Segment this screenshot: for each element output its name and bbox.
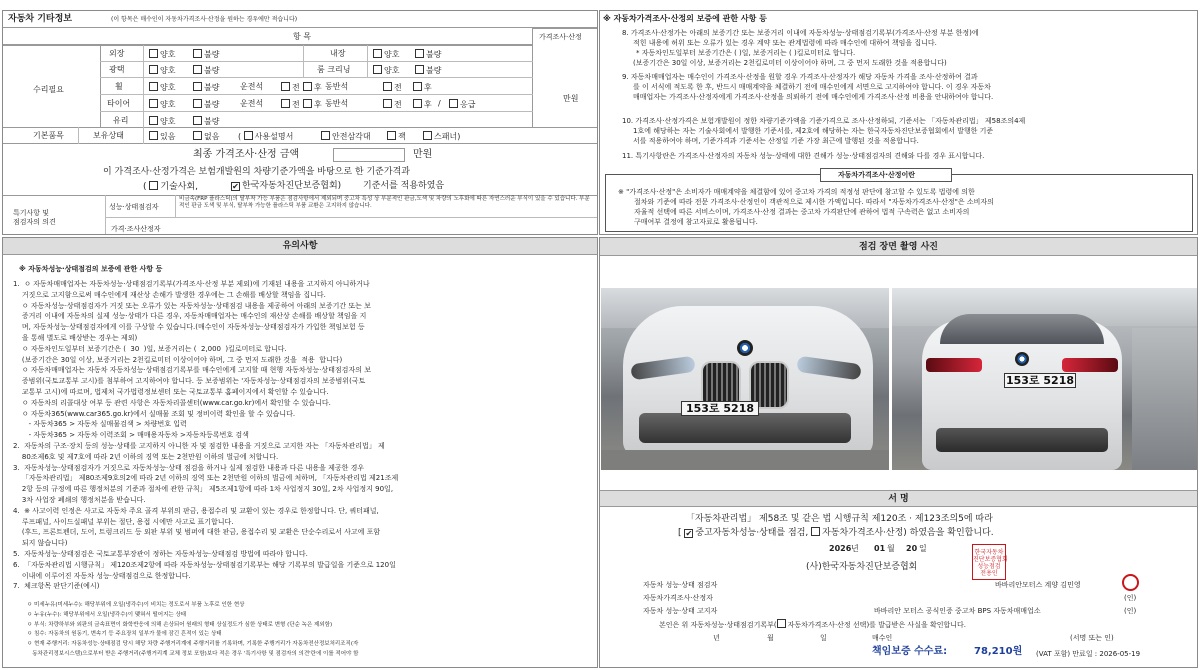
glass-bad-checkbox[interactable]: 불량	[193, 116, 219, 127]
vehicle-extra-info-section	[2, 10, 598, 235]
row1-label: 자동차 성능·상태 점검자	[643, 581, 718, 589]
p10-line3: 서를 적용하여야 하며, 기준가격과 기준서는 산정일 기준 가장 최근에 발행된 것을 적용합니다.	[633, 137, 919, 145]
receipt-month: 월	[767, 634, 774, 642]
row2-label: 자동차가격조사·산정자	[643, 594, 713, 602]
price-definition-title: 자동차가격조사·산정이란	[838, 171, 916, 179]
row2-sign: (인)	[1124, 594, 1137, 602]
p9-line2: 를 이 서식에 적도록 한 후, 반드시 매매계약을 체결하기 전에 매수인에게 서면으로 고지하여야 합니다. 이 경우 자동차	[633, 83, 991, 91]
exterior-bad-checkbox[interactable]: 불량	[193, 49, 219, 60]
photo-title: 점검 장면 촬영 사진	[600, 238, 1197, 256]
notice-line: (보증기간은 30일 이상, 보증거리는 2천킬로미터 이상이어야 하며, 그 중 먼저 도래한 것을 적용 합니다)	[13, 355, 343, 364]
final-price-unit: 만원	[413, 149, 433, 160]
notice-line: 4. ※ 사고이력 인정은 사고로 자동차 주요 골격 부위의 판금, 용접수리 및 교환이 있는 경우로 한정합니다. 단, 쿼터패널,	[13, 506, 379, 515]
sign-line2: [ ✔ 중고자동차성능·상태를 점검, 자동차가격조사·산정) 하였음을 확인합니다.	[678, 528, 994, 538]
notice-line: - 자동차365 > 자동차 실매물검색 > 차량번호 입력	[13, 420, 187, 429]
notice-title: 유의사항	[3, 238, 597, 255]
glass-good-checkbox[interactable]: 양호	[149, 116, 175, 127]
basis-tech-checkbox[interactable]: ( 기술사회,	[143, 182, 199, 192]
notice-line: - 자동차365 > 자동차 이력조회 > 매매용자동차 >자동차등록번호 검색	[13, 431, 249, 440]
notice-line: 「자동차관리법」 제80조제9호의2에 따라 2년 이하의 징역 또는 2천만원 이하의 벌금에 처하며, 「자동차관리법 제21조제	[13, 474, 399, 483]
special-row1-label: 성능·상태점검자	[109, 203, 159, 211]
col-header-price: 가격조사·산정	[539, 33, 582, 41]
notice-criteria-line: ㅇ 현재 주행거리: 자동차성능·상태점검 당시 해당 차량 주행거리계에 주행거리를 기록하며, 기록한 주행거리가 자동차전산정보처리조직(자	[27, 641, 359, 648]
p8-line4: (보증기간은 30일 이상, 보증거리는 2천킬로미터 이상이어야 하며, 그 중 먼저 도래한 것을 적용합니다)	[633, 59, 947, 67]
date-year-unit: 년	[851, 544, 859, 553]
notice-line: ㅇ 자동차365(www.car365.go.kr)에서 실매물 조회 및 정비이력 확인을 할 수 있습니다.	[13, 409, 296, 418]
cleaning-bad-checkbox[interactable]: 불량	[415, 65, 441, 76]
notice-criteria	[27, 601, 593, 660]
group-basic-label: 기본품목	[33, 131, 64, 140]
association-seal: 한국자동차 진단보증협회 성능점검 전용인	[972, 544, 1006, 580]
row-room-cleaning: 룸 크리닝	[317, 65, 351, 74]
possession-none-checkbox[interactable]: 없음	[193, 131, 219, 142]
tire-bad-checkbox[interactable]: 불량	[193, 99, 219, 110]
price-unit: 만원	[563, 94, 579, 103]
spanner-checkbox[interactable]: 스패너)	[423, 131, 460, 142]
date-day-unit: 일	[919, 544, 927, 553]
p10-line2: 1호에 해당하는 자는 기술사회에서 발행한 기준서를, 제2호에 해당하는 자는 한국자동차진단보증협회에서 발행한 기준	[633, 127, 994, 135]
section-note: (이 항목은 매수인이 자동차가격조사·산정을 원하는 경우에만 적습니다)	[111, 16, 298, 23]
notice-line: 루프패널, 사이드실패널 부위는 절단, 용접 시에만 사고로 표기합니다.	[13, 517, 234, 526]
check-price-checkbox[interactable]	[811, 527, 820, 536]
p11: 11. 특기사항란은 가격조사·산정자의 자동차 성능·상태에 대한 견해가 성능·상태점검자의 견해와 다를 경우 표시합니다.	[622, 152, 985, 160]
front-photo	[601, 288, 889, 470]
price-warranty-title: ※ 자동차가격조사·산정의 보증에 관한 사항 등	[603, 14, 767, 23]
notice-line: 증거리 이내에 자동차의 실제 성능·상태가 다른 경우, 자동차매매업자는 매수인의 재산상 손해를 배상할 책임을 지	[13, 312, 367, 321]
org-name: (사)한국자동차진단보증협회	[806, 562, 918, 572]
possession-have-checkbox[interactable]: 있음	[149, 131, 175, 142]
jack-checkbox[interactable]: 잭	[387, 131, 406, 142]
triangle-checkbox[interactable]: 안전삼각대	[321, 131, 371, 142]
notice-line: ㅇ 자동차의 리콜대상 여부 등 관련 사항은 자동차리콜센터(www.car.go.kr)에서 확인할 수 있습니다.	[13, 398, 331, 407]
receipt-line: 본인은 위 자동차성능·상태점검기록부( 자동차가격조사·산정 선택)를 발급받은 사실을 확인합니다.	[659, 621, 966, 629]
box-line3: 자율적 선택에 따른 서비스이며, 가격조사·산정 결과는 중고차 가격판단에 관하여 법적 구속력은 없고 소비자의	[634, 208, 970, 216]
fee-tail: (VAT 포함) 만료일 : 2026-05-19	[1036, 650, 1141, 658]
row-tire: 타이어	[107, 99, 131, 108]
basis-line: 이 가격조사·산정가격은 보험개발원의 차량기준가액을 바탕으로 한 기준가격과	[103, 167, 410, 177]
date-month: 01	[874, 544, 886, 553]
front-plate: 153로 5218	[681, 401, 759, 416]
row-exterior: 외장	[109, 49, 125, 58]
section-title: 자동차 기타정보	[8, 14, 72, 24]
special-row1-text: 비금속(FRP 플라스틱)의 탈부착 가능 부품은 점검사항에서 제외되며 중고차 특성 상 부분적인 판금,도색 및 차량의 노후화에 따른 자연스러운 부식이 있을 수 있습니다. 부분적인 판금 도색 및 부식, 탈부착 가능한 플라스틱 부품 교환은 고지하지 않습니다.	[179, 196, 590, 209]
notice-line: 교통부 고시)에 따르며, 법제처 국가법령정보센터 또는 국토교통부 홈페이지에서 확인할 수 있습니다.	[13, 387, 329, 396]
row-possession: 보유상태	[93, 131, 124, 140]
notice-line: 을 통해 별도로 배상받는 경우는 제외)	[13, 333, 138, 342]
row-gloss: 광택	[109, 65, 125, 74]
sign-line1: 「자동차관리법」 제58조 및 같은 법 시행규칙 제120조 · 제123조의5에 따라	[686, 514, 993, 524]
tire-slash: /	[438, 99, 441, 108]
wheel-bad-checkbox[interactable]: 불량	[193, 82, 219, 93]
buyer-label: 매수인	[872, 634, 893, 642]
special-notes-label: 특기사항 및 점검자의 의견	[13, 209, 56, 226]
notice-line: 되지 않습니다)	[13, 539, 68, 548]
notice-line: ㅇ 자동차성능·상태점검자가 거짓 또는 오류가 있는 자동차성능·상태점검 내용을 제공하여 아래의 보증기간 또는 보	[13, 301, 371, 310]
gloss-bad-checkbox[interactable]: 불량	[193, 65, 219, 76]
notice-criteria-line: ㅇ 부식: 차량하부와 외판의 금속표면이 화학반응에 의해 손상되어 원래의 형태 상실정도가 심한 상태로 변형 (단순 녹은 제외함)	[27, 621, 333, 628]
col-header-item: 항 목	[293, 32, 311, 41]
gloss-good-checkbox[interactable]: 양호	[149, 65, 175, 76]
notice-line: 7. 체크항목 판단기준(예시)	[13, 582, 100, 591]
manual-checkbox[interactable]: ( 사용설명서	[238, 132, 294, 141]
p9-line3: 매매업자는 가격조사·산정자에게 가격조사·산정을 의뢰하기 전에 매수인에게 가격조사·산정 비용을 안내하여야 합니다.	[633, 93, 994, 101]
box-line1: ※ "가격조사·산정"은 소비자가 매매계약을 체결함에 있어 중고차 가격의 적정성 판단에 참고할 수 있도록 법령에 의한	[618, 188, 975, 196]
tire-emergency-checkbox[interactable]: 응급	[449, 99, 475, 110]
date-day: 20	[906, 544, 918, 553]
tire-driver-label: 운전석	[240, 99, 264, 108]
tire-driver-rear-checkbox[interactable]: 후	[303, 99, 322, 110]
notice-line: 2항 등의 규정에 따른 행정처분의 기준과 절차에 관한 규칙」 제5조제1항에 따라 1차 사업정지 30일, 2차 사업정지 90일,	[13, 485, 394, 494]
notice-line: 2. 자동차의 구조·장치 등의 성능·상태를 고지하지 아니한 자 및 점검한 내용을 거짓으로 고지한 자는 「자동차관리법」 제	[13, 441, 385, 450]
price-warranty-section	[599, 10, 1198, 235]
tire-pass-rear-checkbox[interactable]: 후	[413, 99, 432, 110]
special-row2-label: 가격·조사산정자	[111, 225, 161, 233]
notice-body	[13, 279, 593, 592]
exterior-good-checkbox[interactable]: 양호	[149, 49, 175, 60]
notice-line: 증범위(국토교통부 고시)를 첨부하여 고지하여야 합니다. 등 보증범위는 '자동차성능·상태점검자의 보증범위(국토	[13, 377, 366, 386]
wheel-driver-rear-checkbox[interactable]: 후	[303, 82, 322, 93]
receipt-year: 년	[713, 634, 720, 642]
photo-sign-section	[599, 237, 1198, 668]
fee-value: 78,210원	[974, 646, 1023, 657]
tire-driver-front-checkbox[interactable]: 전	[281, 99, 300, 110]
notice-criteria-line: 동차관리정보시스템)으로부터 받은 주행거리(주행거리계 교체 정보 포함)보다 적은 경우 '특기사항 및 점검자의 의견'란에 이를 적어야 함	[27, 650, 359, 657]
notice-line: (후드, 프론트펜더, 도어, 트렁크리드 등 외판 부위 및 범퍼에 대한 판금, 용접수리 및 교환은 단순수리로서 사고에 포함	[13, 528, 381, 537]
notice-line: 거짓으로 고지함으로써 매수인에게 재산상 손해가 발생한 경우에는 그 손해를 배상할 책임을 집니다.	[13, 290, 326, 299]
buyer-sign: (서명 또는 인)	[1070, 634, 1114, 642]
notice-line: 5. 자동차성능·상태점검은 국토교통부장관이 정하는 자동차성능·상태점검 방법에 따라야 합니다.	[13, 549, 308, 558]
wheel-good-checkbox[interactable]: 양호	[149, 82, 175, 93]
row-glass: 유리	[113, 116, 129, 125]
p8-line3: * 자동차인도일부터 보증기간은 ( )일, 보증거리는 ( )킬로미터로 합니다.	[636, 49, 856, 57]
wheel-pass-front-checkbox[interactable]: 전	[383, 82, 402, 93]
receipt-price-checkbox[interactable]	[777, 619, 786, 628]
notice-line: ㅇ 자동차매매업자는 자동차 자동차성능·상태점검기록부를 매수인에게 고지할 때 현행 자동차성능·상태점검자의 보	[13, 366, 371, 375]
fee-label: 책임보증 수수료:	[872, 646, 948, 657]
cleaning-good-checkbox[interactable]: 양호	[373, 65, 399, 76]
inspector-seal	[1122, 574, 1139, 591]
rear-plate: 153로 5218	[1005, 374, 1075, 387]
date-year: 2026	[829, 544, 852, 553]
p8-line2: 적힌 내용에 허위 또는 오류가 있는 경우 계약 또는 관계법령에 따라 매수인에 대하여 책임을 집니다.	[633, 39, 937, 47]
tire-good-checkbox[interactable]: 양호	[149, 99, 175, 110]
notice-line: 1. ㅇ 자동차매매업자는 자동차성능·상태점검기록부(가격조사·산정 부분 제외)에 기재된 내용을 고지하지 아니하거나	[13, 280, 370, 288]
date-month-unit: 월	[887, 544, 895, 553]
notice-line: ㅇ 자동차인도일부터 보증기간은 ( 30 )일, 보증거리는 ( 2,000 )킬로미터로 합니다.	[13, 344, 287, 353]
box-line4: 구매여부 결정에 참고자료로 활용됩니다.	[634, 218, 758, 226]
notice-criteria-line: ㅇ 미세누유(미세누수): 해당부위에 오일(냉각수)이 비치는 정도로서 부품 노후로 인한 현상	[27, 602, 245, 608]
notice-line: 3. 자동차성능·상태점검자가 거짓으로 자동차성능·상태 점검을 하거나 실제 점검한 내용과 다른 내용을 제공한 경우	[13, 463, 365, 472]
group-repair-label: 수리필요	[33, 85, 64, 94]
wheel-driver-label: 운전석	[240, 82, 264, 91]
p8-line1: 8. 가격조사·산정가는 아래의 보증기간 또는 보증거리 이내에 자동차성능·상태점검기록부(가격조사·산정 부분 한정)에	[622, 29, 979, 37]
row3-name: 바바리안 모터스 공식인증 중고차 BPS 자동차매매업소	[874, 607, 1041, 615]
p10-line1: 10. 가격조사·산정가격은 보험개발원이 정한 차량기준가액을 기준가격으로 조사·산정하되, 기준서는 「자동차관리법」 제58조의4제	[622, 117, 1026, 125]
notice-section	[2, 237, 598, 668]
row1-name: 바바리안모터스 계양 김민영	[995, 581, 1081, 589]
row3-label: 자동차 성능·상태 고지자	[643, 607, 718, 615]
basis-tail: 기준서를 적용하였음	[363, 181, 445, 191]
notice-line: 3차 사업장 폐쇄의 행정처분을 받습니다.	[13, 495, 146, 504]
notice-line: 80조제6호 및 제7호에 따라 2년 이하의 징역 또는 2천만원 이하의 벌금에 처합니다.	[13, 452, 279, 461]
wheel-driver-front-checkbox[interactable]: 전	[281, 82, 300, 93]
notice-section-title: ※ 자동차성능·상태점검의 보증에 관한 사항 등	[19, 265, 163, 273]
sign-title: 서 명	[600, 490, 1197, 507]
check-performance-checkbox[interactable]: ✔	[685, 529, 693, 538]
tire-passenger-label: 동반석	[325, 99, 349, 108]
row3-sign: (인)	[1124, 607, 1137, 615]
box-line2: 절차와 기준에 따라 전문 가격조사·산정인이 객관적으로 제시한 가액입니다. 따라서 "자동차가격조사·산정"은 소비자의	[634, 198, 994, 206]
tire-pass-front-checkbox[interactable]: 전	[383, 99, 402, 110]
final-price-label: 최종 가격조사·산정 금액	[193, 149, 300, 160]
notice-criteria-line: ㅇ 누유(누수): 해당부위에서 오일(냉각수)이 맺혀서 떨어지는 상태	[27, 611, 187, 618]
notice-line: 6. 「자동차관리법 시행규칙」 제120조제2항에 따라 자동차성능·상태점검기록부는 해당 기록부의 발급일을 기준으로 120일	[13, 560, 396, 569]
basis-assoc-checkbox[interactable]: ✔ 한국자동차진단보증협회)	[232, 181, 342, 191]
row-wheel: 휠	[115, 82, 123, 91]
notice-line: 며, 자동차성능·상태점검자에게 이를 구상할 수 있습니다.(매수인이 자동차성능·상태점검자가 가입한 책임보험 등	[13, 323, 365, 332]
wheel-pass-rear-checkbox[interactable]: 후	[413, 82, 432, 93]
receipt-day: 일	[820, 634, 827, 642]
interior-bad-checkbox[interactable]: 불량	[415, 49, 441, 60]
interior-good-checkbox[interactable]: 양호	[373, 49, 399, 60]
p9-line1: 9. 자동차매매업자는 매수인이 가격조사·산정을 원할 경우 가격조사·산정자가 해당 자동차 가격을 조사·산정하여 결과	[622, 73, 978, 81]
row-interior: 내장	[330, 49, 346, 58]
final-price-input[interactable]	[333, 148, 405, 162]
notice-criteria-line: ㅇ 침수: 자동차의 원동기, 변속기 등 주요장치 일부가 물에 잠긴 흔적이 있는 상태	[27, 631, 222, 638]
notice-line: 이내에 이루어진 자동차 성능·상태점검으로 한정합니다.	[13, 571, 191, 580]
wheel-passenger-label: 동반석	[325, 82, 349, 91]
